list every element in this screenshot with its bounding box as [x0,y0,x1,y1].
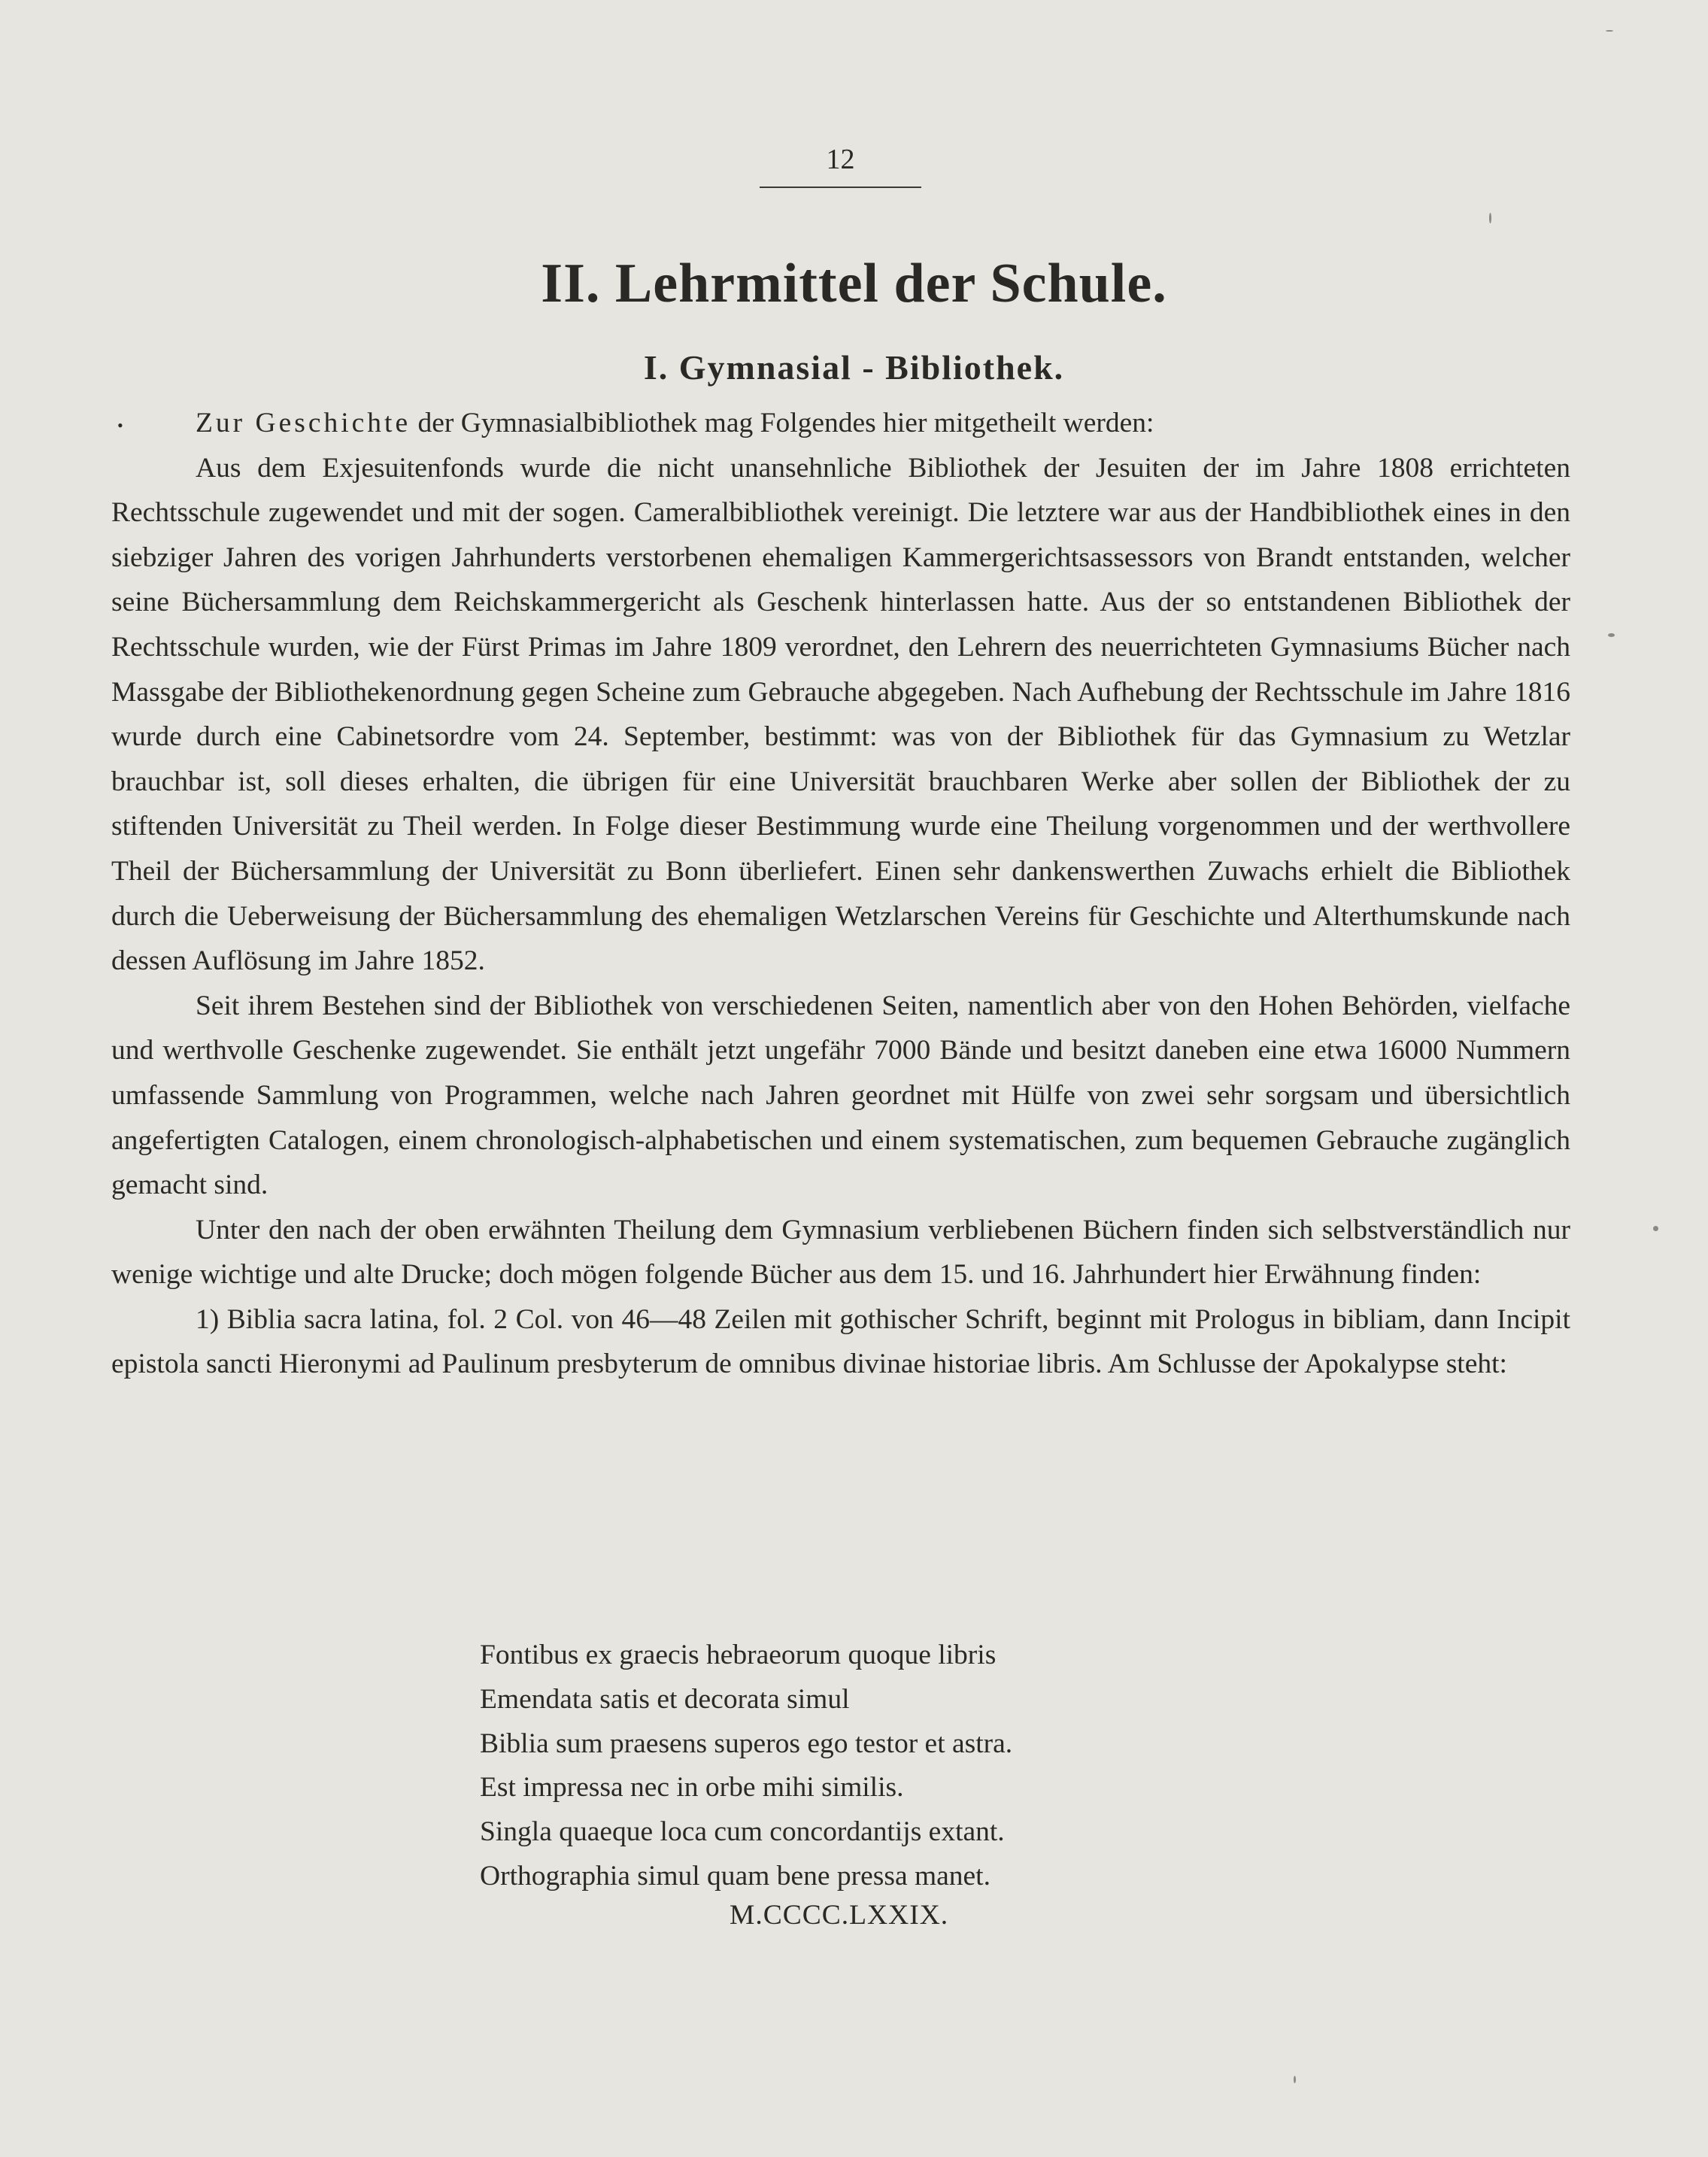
verse-line: Est impressa nec in orbe mihi similis. [480,1772,904,1804]
verse-line: Fontibus ex graecis hebraeorum quoque libris [480,1640,997,1670]
page-number: 12 [760,143,921,188]
margin-bullet-mark: • [117,416,123,435]
intro-rest: der Gymnasialbibliothek mag Folgendes hier mitgetheilt werden: [411,408,1154,438]
subsection-title: I. Gymnasial - Bibliothek. [643,348,1065,387]
paragraph-holdings: Seit ihrem Bestehen sind der Bibliothek von verschiedenen Seiten, namentlich aber von den Hohen Behörden, vielfache und werthvolle Geschenke zugewendet. Sie enthält jetzt ungefähr 7000 Bände und besitzt daneben eine etwa 16000 Nummern umfassende Sammlung von Programmen, welche nach Jahren geordnet mit Hülfe von zwei sehr sorgsam und übersichtlich angefertigten Catalogen, einem chronologisch-alphabetischen und einem systematischen, zum bequemen Gebrauche zugänglich gemacht sind. [111,990,1570,1201]
paragraph-old-prints: Unter den nach der oben erwähnten Theilung dem Gymnasium verbliebenen Büchern finden sich selbstverständlich nur wenige wichtige und alte Drucke; doch mögen folgende Bücher aus dem 15. und 16. Jahrhundert hier Erwähnung finden: [111,1214,1570,1291]
verse-line: Biblia sum praesens superos ego testor et astra. [480,1728,1013,1759]
verse-line: Emendata satis et decorata simul [480,1683,850,1715]
verse-line: Singla quaeque loca cum concordantijs extant. [480,1816,1005,1848]
intro-paragraph [111,401,1570,446]
body-text [111,401,1570,1387]
section-title: II. Lehrmittel der Schule. [541,253,1167,314]
colophon-date: M.CCCC.LXXIX. [730,1900,949,1931]
paper-speck [1489,213,1491,223]
paragraph-history: Aus dem Exjesuitenfonds wurde die nicht unansehnliche Bibliothek der Jesuiten der im Jahre 1808 errichteten Rechtsschule zugewendet und mit der sogen. Cameralbibliothek vereinigt. Die letztere war aus der Handbibliothek eines in den siebziger Jahren des vorigen Jahrhunderts verstorbenen ehemaligen Kammergerichtsassessors von Brandt entstanden, welcher seine Büchersammlung dem Reichskammergericht als Geschenk hinterlassen hatte. Aus der so entstandenen Bibliothek der Rechtsschule wurden, wie der Fürst Primas im Jahre 1809 verordnet, den Lehrern des neuerrichteten Gymnasiums Bücher nach Massgabe der Bibliothekenordnung gegen Scheine zum Gebrauche abgegeben. Nach Aufhebung der Rechtsschule im Jahre 1816 wurde durch eine Cabinetsordre vom 24. September, bestimmt: was von der Bibliothek für das Gymnasium zu Wetzlar brauchbar ist, soll dieses erhalten, die übrigen für eine Universität brauchbaren Werke aber sollen der Bibliothek der zu stiftenden Universität zu Theil werden. In Folge dieser Bestimmung wurde eine Theilung vorgenommen und der werthvollere Theil der Büchersammlung der Universität zu Bonn überliefert. Einen sehr dankenswerthen Zuwachs erhielt die Bibliothek durch die Ueberweisung der Büchersammlung des ehemaligen Wetzlarschen Vereins für Geschichte und Alterthumskunde nach dessen Auflösung im Jahre 1852. [111,452,1570,977]
intro-lead: Zur Geschichte [196,408,411,438]
paper-speck [1653,1226,1658,1231]
paper-speck [1294,2076,1296,2083]
paper-speck [1606,30,1613,32]
verse-line: Orthographia simul quam bene pressa manet. [480,1860,991,1892]
paragraph-biblia-entry: 1) Biblia sacra latina, fol. 2 Col. von 46—48 Zeilen mit gothischer Schrift, beginnt mit Prologus in bibliam, dann Incipit epistola sancti Hieronymi ad Paulinum presbyterum de omnibus divinae historiae libris. Am Schlusse der Apokalypse steht: [111,1303,1570,1380]
paper-speck [1608,633,1615,637]
verse-quotation [480,1634,1012,1899]
